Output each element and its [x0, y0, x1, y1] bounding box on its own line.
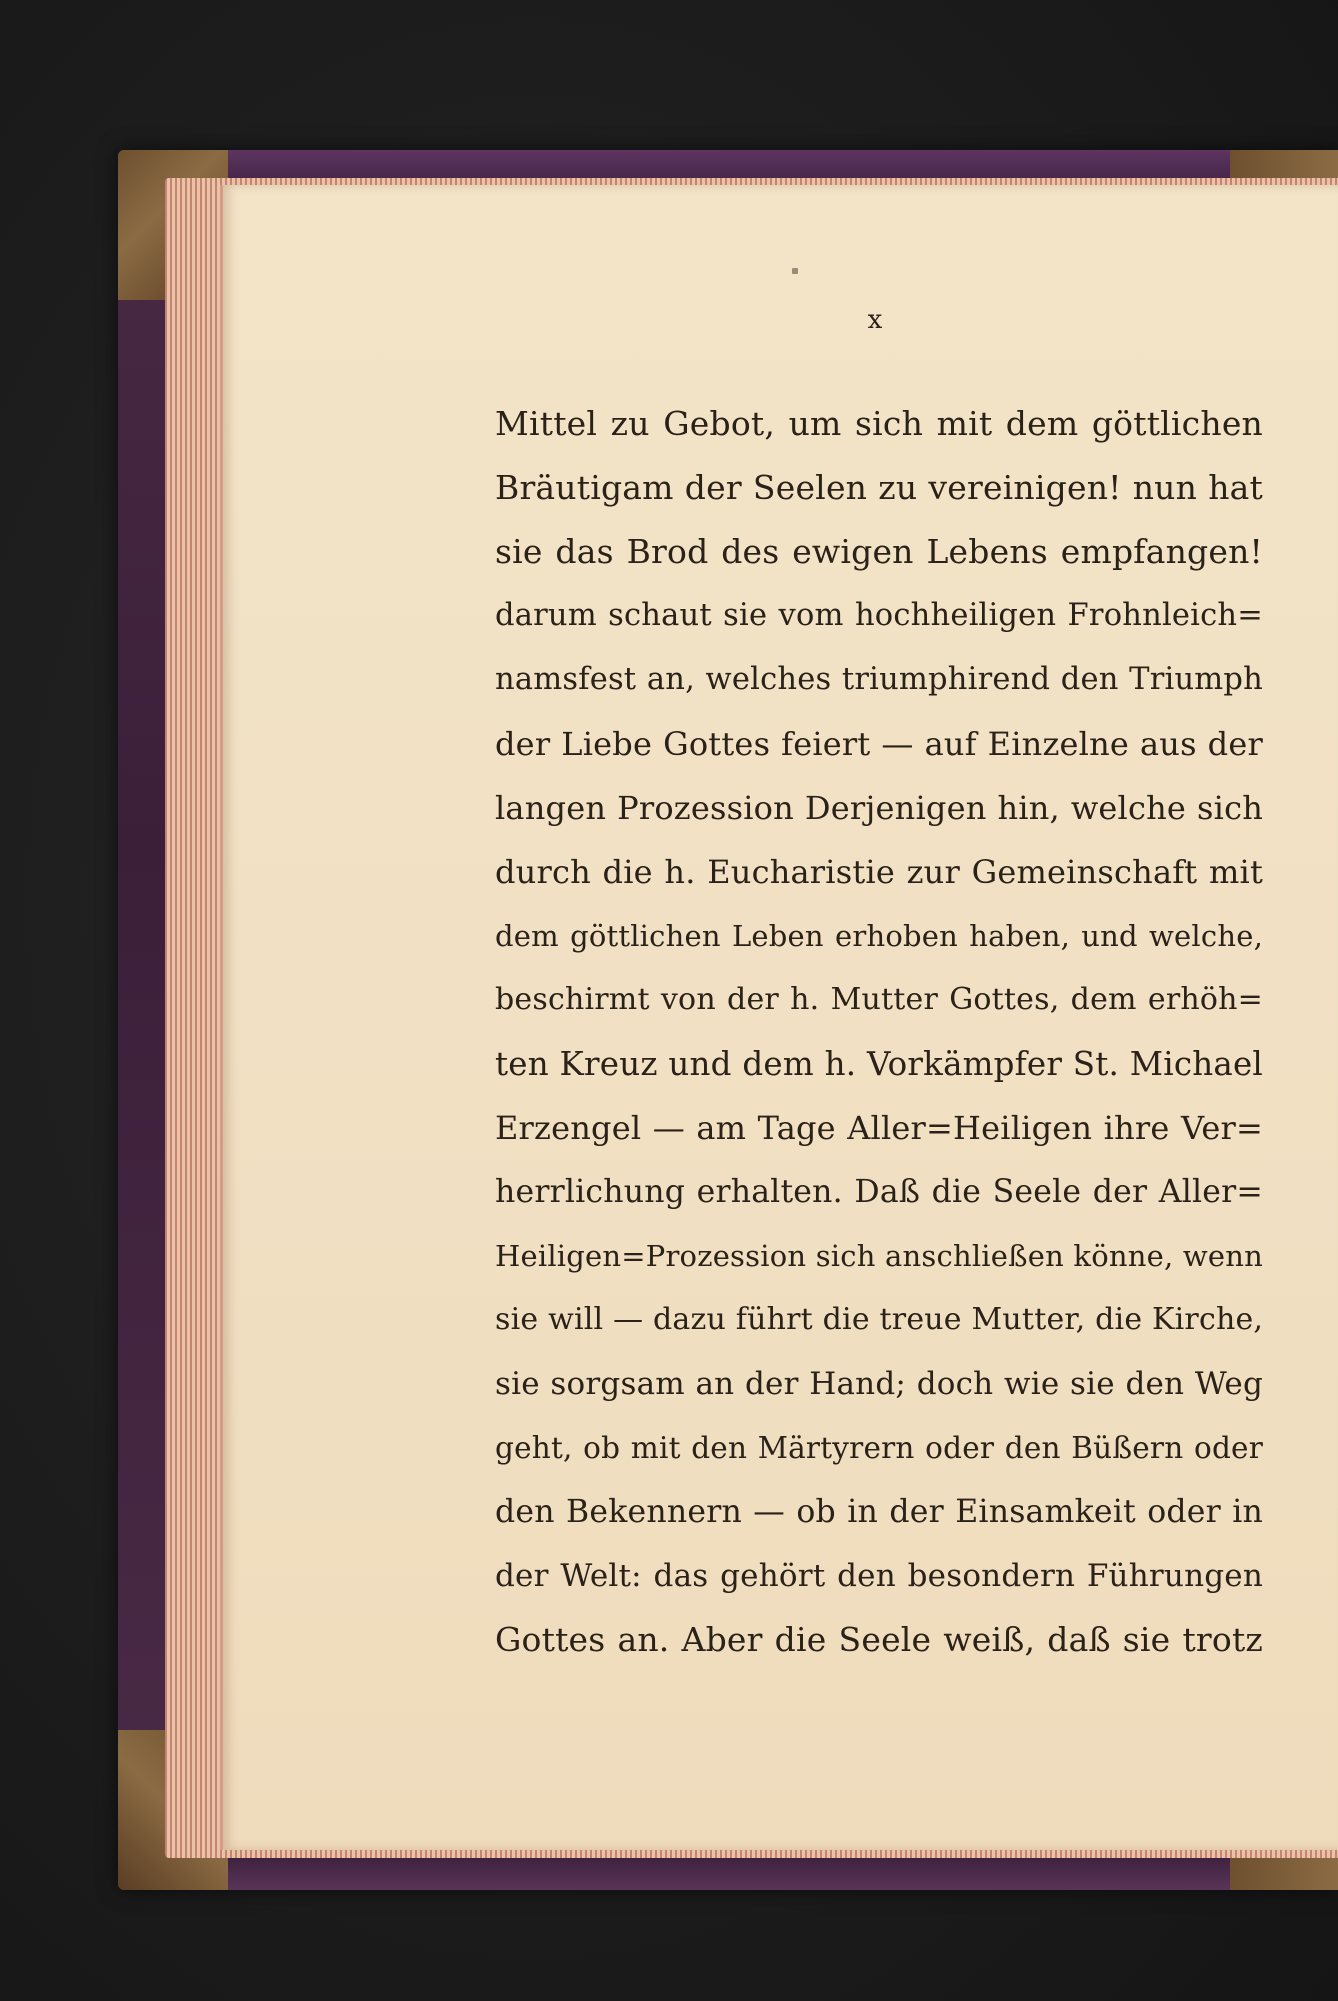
text-line: darum schaut sie vom hochheiligen Frohnleich=	[495, 598, 1263, 633]
text-line: durch die h. Eucharistie zur Gemeinschaft mit	[495, 853, 1263, 891]
leather-corner-bottom-right	[1230, 1855, 1338, 1890]
text-line: Mittel zu Gebot, um sich mit dem göttlichen	[495, 404, 1263, 443]
page-number: x	[867, 305, 883, 335]
text-line: sie sorgsam an der Hand; doch wie sie den Weg	[495, 1366, 1263, 1402]
text-line: sie das Brod des ewigen Lebens empfangen!	[495, 532, 1263, 571]
text-line: langen Prozession Derjenigen hin, welche sich	[495, 789, 1263, 827]
paper-speck	[792, 268, 798, 274]
text-line: herrlichung erhalten. Daß die Seele der Aller=	[495, 1174, 1263, 1210]
text-line: der Welt: das gehört den besondern Führungen	[495, 1558, 1263, 1594]
text-line: Heiligen=Prozession sich anschließen könne, wenn	[495, 1239, 1263, 1273]
text-line: der Liebe Gottes feiert — auf Einzelne aus der	[495, 725, 1263, 763]
cover-edge-bottom	[225, 1858, 1230, 1890]
text-line: Erzengel — am Tage Aller=Heiligen ihre Ver=	[495, 1109, 1263, 1147]
text-line: Gottes an. Aber die Seele weiß, daß sie trotz	[495, 1620, 1263, 1659]
text-line: namsfest an, welches triumphirend den Triumph	[495, 662, 1263, 697]
text-line: beschirmt von der h. Mutter Gottes, dem erhöh=	[495, 982, 1263, 1017]
text-line: sie will — dazu führt die treue Mutter, die Kirche,	[495, 1302, 1264, 1337]
text-line: geht, ob mit den Märtyrern oder den Büßern oder	[495, 1431, 1263, 1465]
text-line: den Bekennern — ob in der Einsamkeit oder in	[495, 1494, 1263, 1530]
page-text	[495, 392, 1263, 1672]
text-line: ten Kreuz und dem h. Vorkämpfer St. Michael	[495, 1045, 1263, 1083]
cover-edge-top	[225, 150, 1230, 180]
text-line: Bräutigam der Seelen zu vereinigen! nun hat	[495, 468, 1263, 507]
text-line: dem göttlichen Leben erhoben haben, und welche,	[495, 919, 1263, 953]
